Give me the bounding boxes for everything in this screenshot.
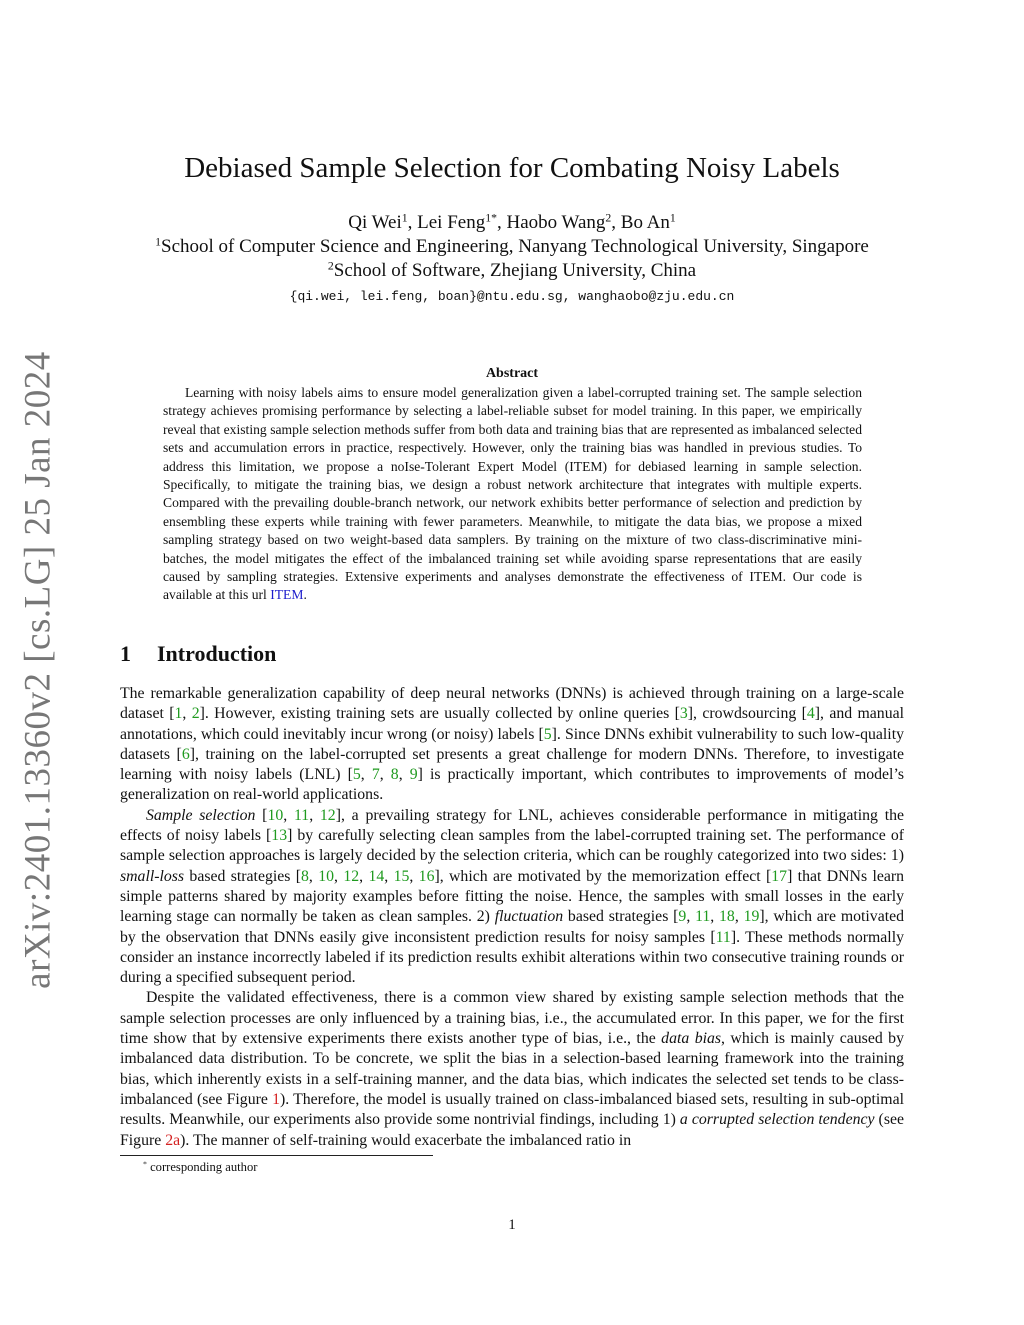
citation-link[interactable]: 14 <box>368 867 385 885</box>
author-name: Haobo Wang <box>506 212 606 233</box>
text-run: Despite the validated effectiveness, there is a common view shared by existing sample selection methods that the sample selection processes are only influenced by a training bias, i.e., the accumulated error. In this paper, we for the first time show that by extensive experiments there exists another type of bias, i.e., the <box>120 989 904 1048</box>
affiliation-mark: 2 <box>327 259 334 273</box>
author-mark: 1 <box>669 211 676 225</box>
citation-group: 8, 10, 12, 14, 15, 16 <box>301 867 435 885</box>
citation-link[interactable]: 17 <box>771 867 788 885</box>
abstract-period: . <box>303 587 307 603</box>
citation-group <box>271 827 287 844</box>
footnote-mark: * <box>143 1159 147 1169</box>
citation-link[interactable]: 12 <box>343 867 360 885</box>
text-run: ], training on the label-corrupted set presents a great challenge for modern DNNs. Therefore, to investigate learning with noisy labels (LNL) [ <box>120 745 905 784</box>
footnote <box>143 1160 257 1175</box>
text-run: ] that DNNs learn simple patterns shared by majority examples before fitting the noise. Hence, the samples with small losses in the early learning stage can normally be taken as clean samples. 2) <box>120 867 905 926</box>
citation-link[interactable]: 11 <box>695 908 711 926</box>
citation-link[interactable]: 1 <box>174 705 183 723</box>
citation-link[interactable]: 10 <box>267 806 284 824</box>
paper-title: Debiased Sample Selection for Combating Noisy Labels <box>184 152 840 184</box>
text-run: ], and manual annotations, which could inevitably incur wrong (or noisy) labels [ <box>120 705 904 743</box>
affiliation-2 <box>0 260 1024 282</box>
text-run: ]. These methods normally consider an instance incorrectly labeled if its prediction results exhibit alterations within two consecutive training rounds or during a specified subsequent period. <box>120 928 904 987</box>
text-run: ). Therefore, the model is usually trained on class-imbalanced biased sets, resulting in sub-optimal results. Meanwhile, our experiments also provide some nontrivial findings, including 1) <box>120 1090 904 1129</box>
page-number: 1 <box>508 1217 516 1233</box>
text-run: ]. Since DNNs exhibit vulnerability to such low-quality datasets [ <box>120 725 904 763</box>
abstract-heading: Abstract <box>485 366 539 381</box>
citation-link[interactable]: 10 <box>318 867 335 885</box>
author-name: Bo An <box>620 212 670 233</box>
paragraph-2: Sample selection [10, 11, 12], a prevailing strategy for LNL, achieves considerable performance in mitigating the effects of noisy labels [13] by carefully selecting clean samples from the label-corrupted training set. The performance of sample selection approaches is largely decided by the selection criteria, which can be roughly categorized into two sides: 1) small-loss based strategies [8, 10, 12, 14, 15, 16], which are motivated by the memorization effect [17] that DNNs learn simple patterns shared by majority examples before fitting the noise. Hence, the samples with small losses in the early learning stage can normally be taken as clean samples. 2) fluctuation based strategies [9, 11, 18, 19], which are motivated by the observation that DNNs easily give inconsistent prediction results for noisy samples [11]. These methods normally consider an instance incorrectly labeled if its prediction results exhibit alterations within two consecutive training rounds or during a specified subsequent period. <box>120 806 905 987</box>
citation-link[interactable]: 8 <box>390 766 399 784</box>
citation-link[interactable]: 9 <box>409 766 418 784</box>
author-mark: 1 <box>401 211 408 225</box>
arxiv-stamp <box>8 351 68 989</box>
affiliation-text: School of Computer Science and Engineering, Nanyang Technological University, Singapore <box>161 236 869 257</box>
code-link[interactable]: ITEM <box>270 587 304 603</box>
author-mark: 2 <box>605 211 612 225</box>
emphasis: data bias <box>661 1030 722 1048</box>
text-run: ], which are motivated by the memorization effect [ <box>434 867 772 885</box>
section-title: Introduction <box>157 641 277 666</box>
citation-link[interactable]: 3 <box>679 705 688 723</box>
citation-link[interactable]: 6 <box>181 745 190 763</box>
abstract-body <box>163 384 862 605</box>
citation-group <box>680 705 688 722</box>
citation-link[interactable]: 9 <box>678 908 687 926</box>
text-run: ] is practically important, which contributes to improvements of model’s generalization on real-world applications. <box>120 766 904 804</box>
emphasis: small-loss <box>120 867 185 885</box>
emphasis: a corrupted selection tendency <box>679 1111 875 1129</box>
citation-group <box>771 868 787 885</box>
citation-group <box>182 746 190 763</box>
affiliation-text: School of Software, Zhejiang University, China <box>333 260 697 281</box>
citation-group: 5, 7, 8, 9 <box>352 766 418 784</box>
paragraph-3 <box>120 988 904 1150</box>
text-run: ], a prevailing strategy for LNL, achieves considerable performance in mitigating the effects of noisy labels [ <box>120 806 904 845</box>
figure-ref[interactable]: 1 <box>272 1090 280 1108</box>
affiliation-1 <box>0 236 1024 258</box>
citation-link[interactable]: 11 <box>293 806 310 824</box>
citation-link[interactable]: 18 <box>719 908 735 926</box>
text-run: ], which are motivated by the observation that DNNs easily give inconsistent prediction results for noisy samples [ <box>120 908 905 946</box>
text-run: ] by carefully selecting clean samples from the label-corrupted training set. The performance of sample selection approaches is largely decided by the selection criteria, which can be roughly categorized into two sides: 1) <box>120 827 904 865</box>
citation-link[interactable]: 13 <box>271 827 288 845</box>
citation-link[interactable]: 15 <box>393 867 410 885</box>
text-run: based strategies [ <box>184 867 302 885</box>
affiliation-mark: 1 <box>155 235 162 249</box>
citation-link[interactable]: 2 <box>191 705 200 723</box>
text-run: , which is mainly caused by imbalanced data distribution. To be concrete, we split the bias in a selection-based learning framework into the training bias, which inherently exists in a self-training manner, and the data bias, which indicates the selected set tends to be class-imbalanced (see Figure <box>120 1030 904 1108</box>
citation-link[interactable]: 19 <box>743 908 760 926</box>
author-name: Lei Feng <box>417 212 486 233</box>
text-run: ]. However, existing training sets are usually collected by online queries [ <box>199 705 680 723</box>
figure-ref[interactable]: 2a <box>165 1131 181 1149</box>
citation-link[interactable]: 8 <box>301 867 309 885</box>
section-heading <box>120 641 276 667</box>
paragraph-1 <box>120 684 904 806</box>
author-name: Qi Wei <box>348 212 402 233</box>
author-emails: {qi.wei, lei.feng, boan}@ntu.edu.sg, wanghaobo@zju.edu.cn <box>289 289 735 304</box>
section-number: 1 <box>120 641 131 666</box>
citation-group: 1, 2 <box>174 705 200 723</box>
citation-group <box>716 929 731 946</box>
text-run: (see Figure <box>120 1111 904 1149</box>
footnote-text: corresponding author <box>150 1160 258 1174</box>
text-run: The remarkable generalization capability of deep neural networks (DNNs) is achieved through training on a large-scale dataset [ <box>120 685 904 723</box>
arxiv-stamp-text: arXiv:2401.13360v2 [cs.LG] 25 Jan 2024 <box>17 351 59 989</box>
citation-link[interactable]: 11 <box>715 928 731 946</box>
text-run: ], crowdsourcing [ <box>687 705 807 723</box>
emphasis: fluctuation <box>494 908 564 926</box>
citation-link[interactable]: 5 <box>352 766 361 784</box>
author-mark: 1* <box>485 211 497 225</box>
footnote-rule <box>120 1155 433 1156</box>
author-list: Qi Wei$^1$, Lei Feng$^{1*}$, Haobo Wang$^2$, Bo An$^1$ <box>348 211 676 233</box>
section-body <box>120 684 904 1151</box>
citation-link[interactable]: 7 <box>371 766 380 784</box>
citation-group <box>807 705 815 722</box>
citation-link[interactable]: 4 <box>806 705 815 723</box>
text-run: based strategies [ <box>563 908 679 926</box>
citation-group: 9, 11, 18, 19 <box>678 908 760 926</box>
emphasis: Sample selection <box>146 806 256 824</box>
citation-link[interactable]: 12 <box>319 806 336 824</box>
citation-link[interactable]: 5 <box>543 725 552 743</box>
citation-group: 10, 11, 12 <box>267 806 336 824</box>
citation-link[interactable]: 16 <box>418 867 435 885</box>
abstract-text: Learning with noisy labels aims to ensure model generalization given a label-corrupted training set. The sample selection strategy achieves promising performance by selecting a label-reliable subset for model training. In this paper, we empirically reveal that existing sample selection methods suffer from both data and training bias that are represented as imbalanced selected sets and accumulation errors in practice, respectively. However, only the training bias was handled in previous studies. To address this limitation, we propose a noIse-Tolerant Expert Model (ITEM) for debiased learning in sample selection. Specifically, to mitigate the training bias, we design a robust network architecture that integrates with multiple experts. Compared with the prevailing double-branch network, our network exhibits better performance of selection and prediction by ensembling these experts while training with fewer parameters. Meanwhile, to mitigate the data bias, we propose a mixed sampling strategy based on two weight-based data samplers. By training on the mixture of two class-discriminative mini-batches, the model mitigates the effect of the imbalanced training set while avoiding sparse representations that are easily caused by sampling strategies. Extensive experiments and analyses demonstrate the effectiveness of ITEM. Our code is available at this url <box>163 385 862 603</box>
text-run: ). The manner of self-training would exacerbate the imbalanced ratio in <box>180 1131 632 1149</box>
citation-group <box>544 726 552 743</box>
